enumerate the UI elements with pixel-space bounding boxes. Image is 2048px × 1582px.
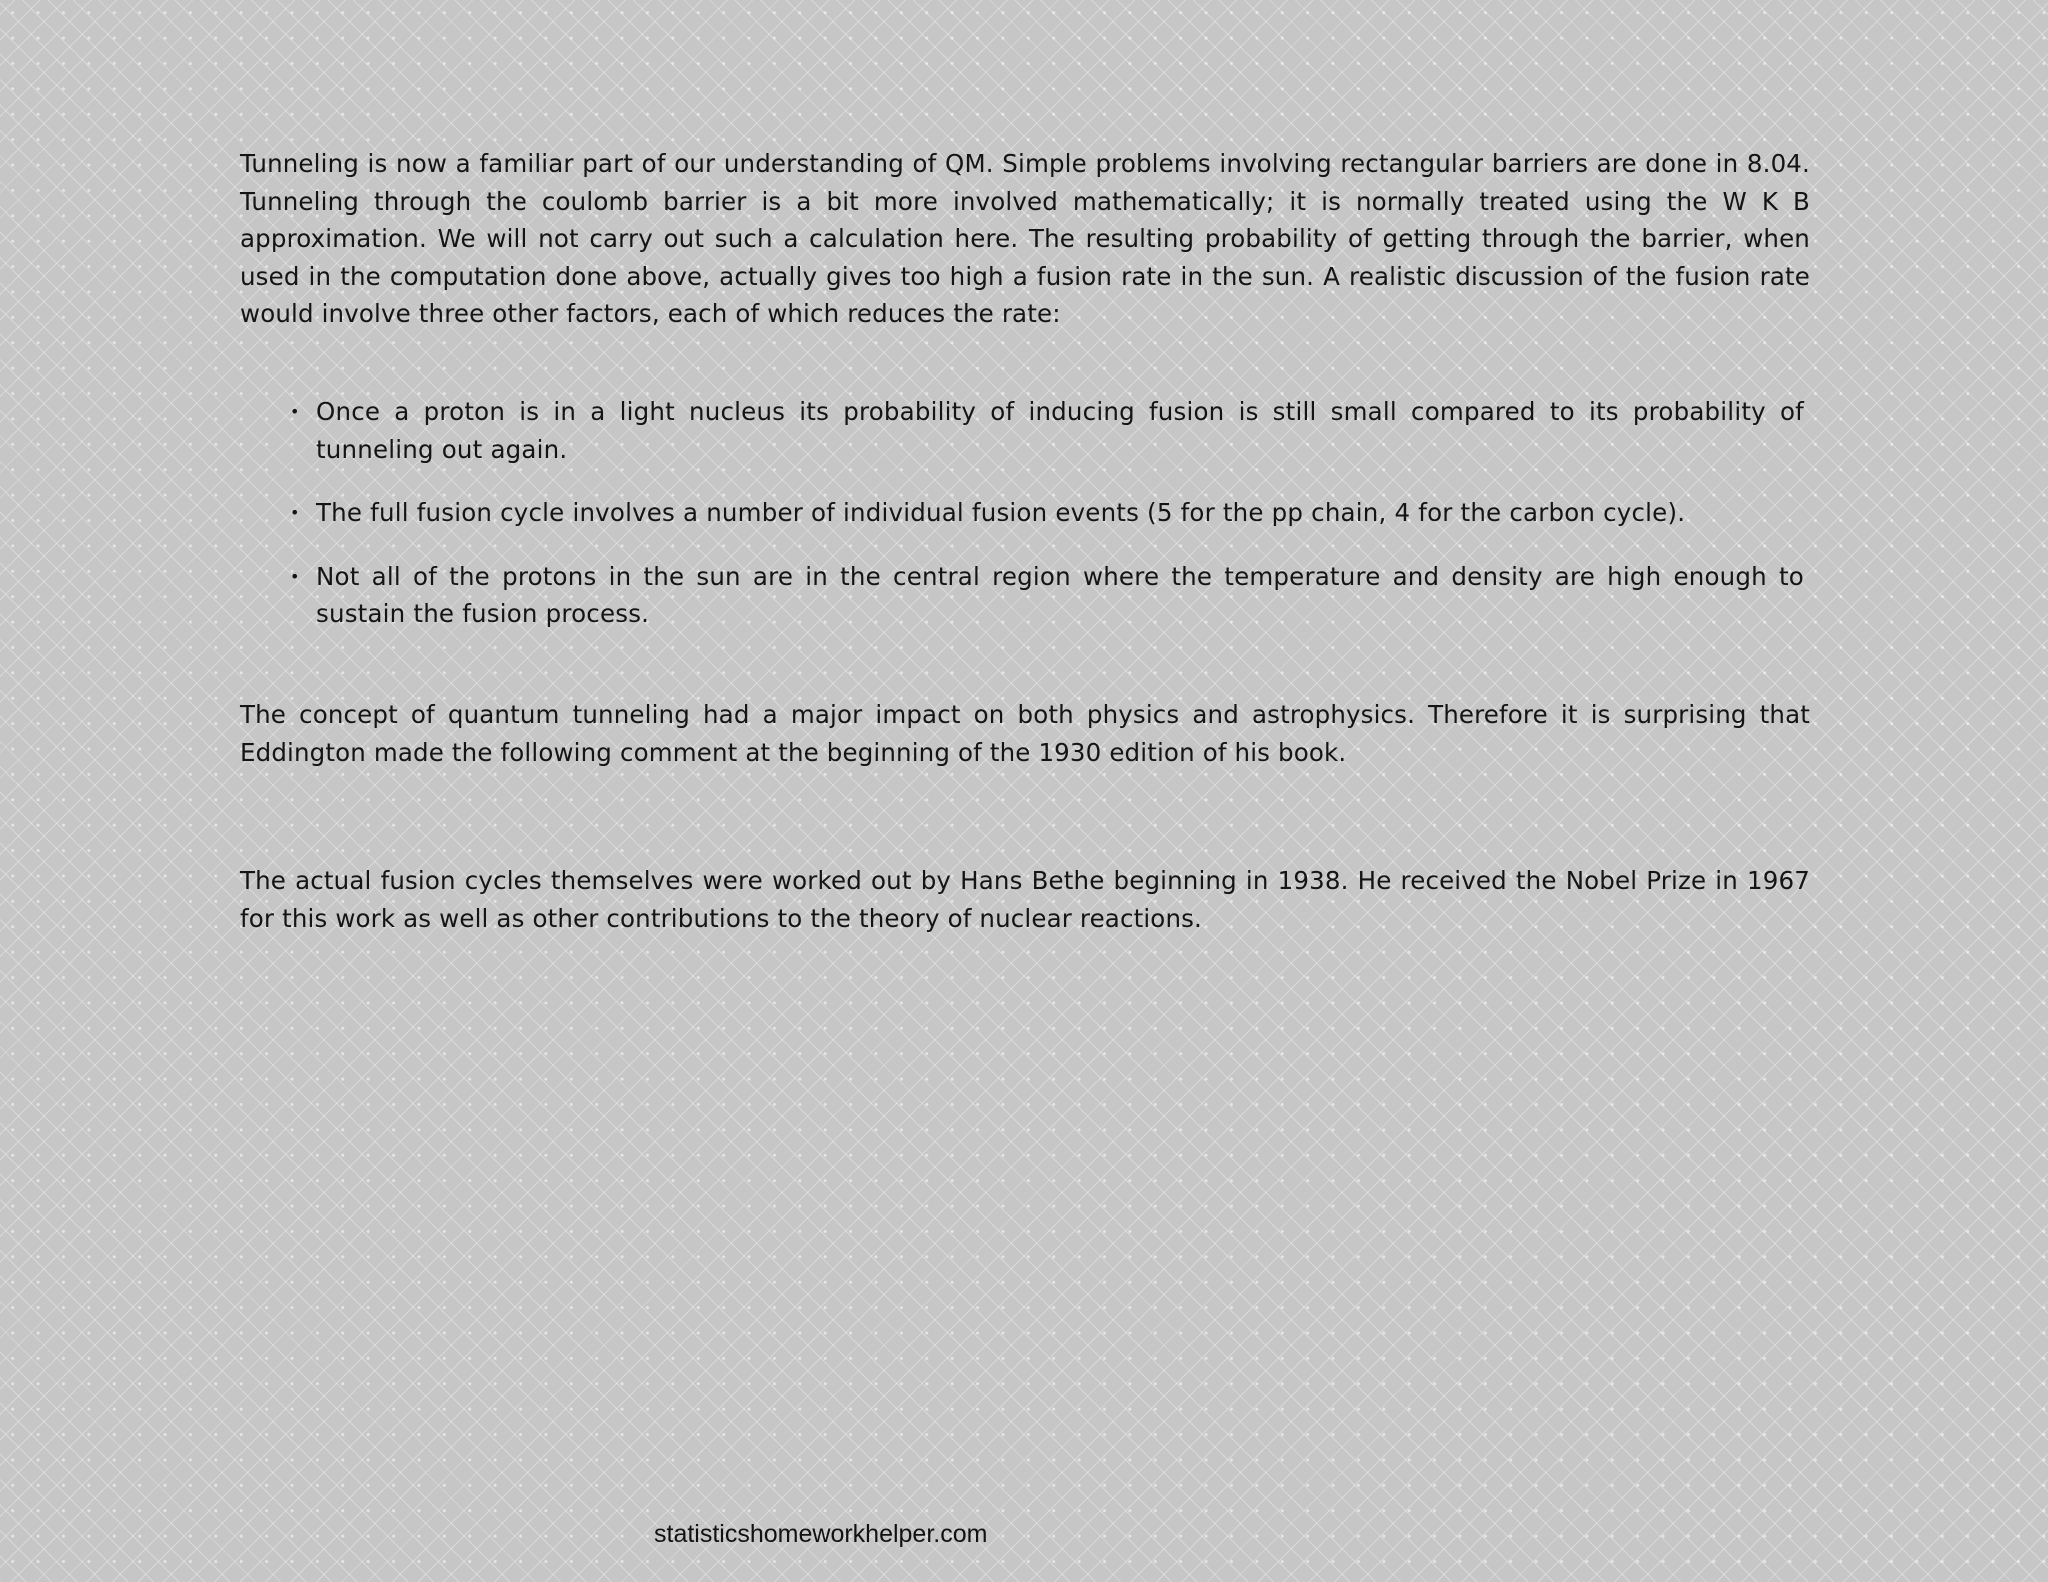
list-item <box>284 558 1804 633</box>
bullet-marker: • <box>290 503 300 522</box>
footer-watermark: statisticshomeworkhelper.com <box>654 1520 988 1548</box>
bullet-text: The full fusion cycle involves a number of individual fusion events (5 for the pp chain, 4 for the carbon cycle). <box>316 498 1686 527</box>
factors-list <box>284 393 1804 659</box>
bullet-marker: • <box>290 402 300 421</box>
bethe-paragraph: The actual fusion cycles themselves were worked out by Hans Bethe beginning in 1938. He received the Nobel Prize in 1967 for this work as well as other contributions to the theory of nuclear reactions. <box>240 866 1810 933</box>
list-item <box>284 494 1804 532</box>
intro-paragraph: Tunneling is now a familiar part of our understanding of QM. Simple problems involving rectangular barriers are done in 8.04. Tunneling through the coulomb barrier is a bit more involved mathematically; it is normally treated using the W K B approximation. We will not carry out such a calculation here. The resulting probability of getting through the barrier, when used in the computation done above, actually gives too high a fusion rate in the sun. A realistic discussion of the fusion rate would involve three other factors, each of which reduces the rate: <box>240 149 1810 328</box>
bullet-text: Not all of the protons in the sun are in the central region where the temperature and density are high enough to sustain the fusion process. <box>316 561 1804 628</box>
bullet-text: Once a proton is in a light nucleus its probability of inducing fusion is still small compared to its probability of tunneling out again. <box>316 397 1804 464</box>
list-item <box>284 393 1804 468</box>
bullet-marker: • <box>290 566 300 586</box>
tunneling-impact-paragraph: The concept of quantum tunneling had a major impact on both physics and astrophysics. Therefore it is surprising that Eddington made the following comment at the beginning of the 1930 edition of his book. <box>240 700 1810 767</box>
